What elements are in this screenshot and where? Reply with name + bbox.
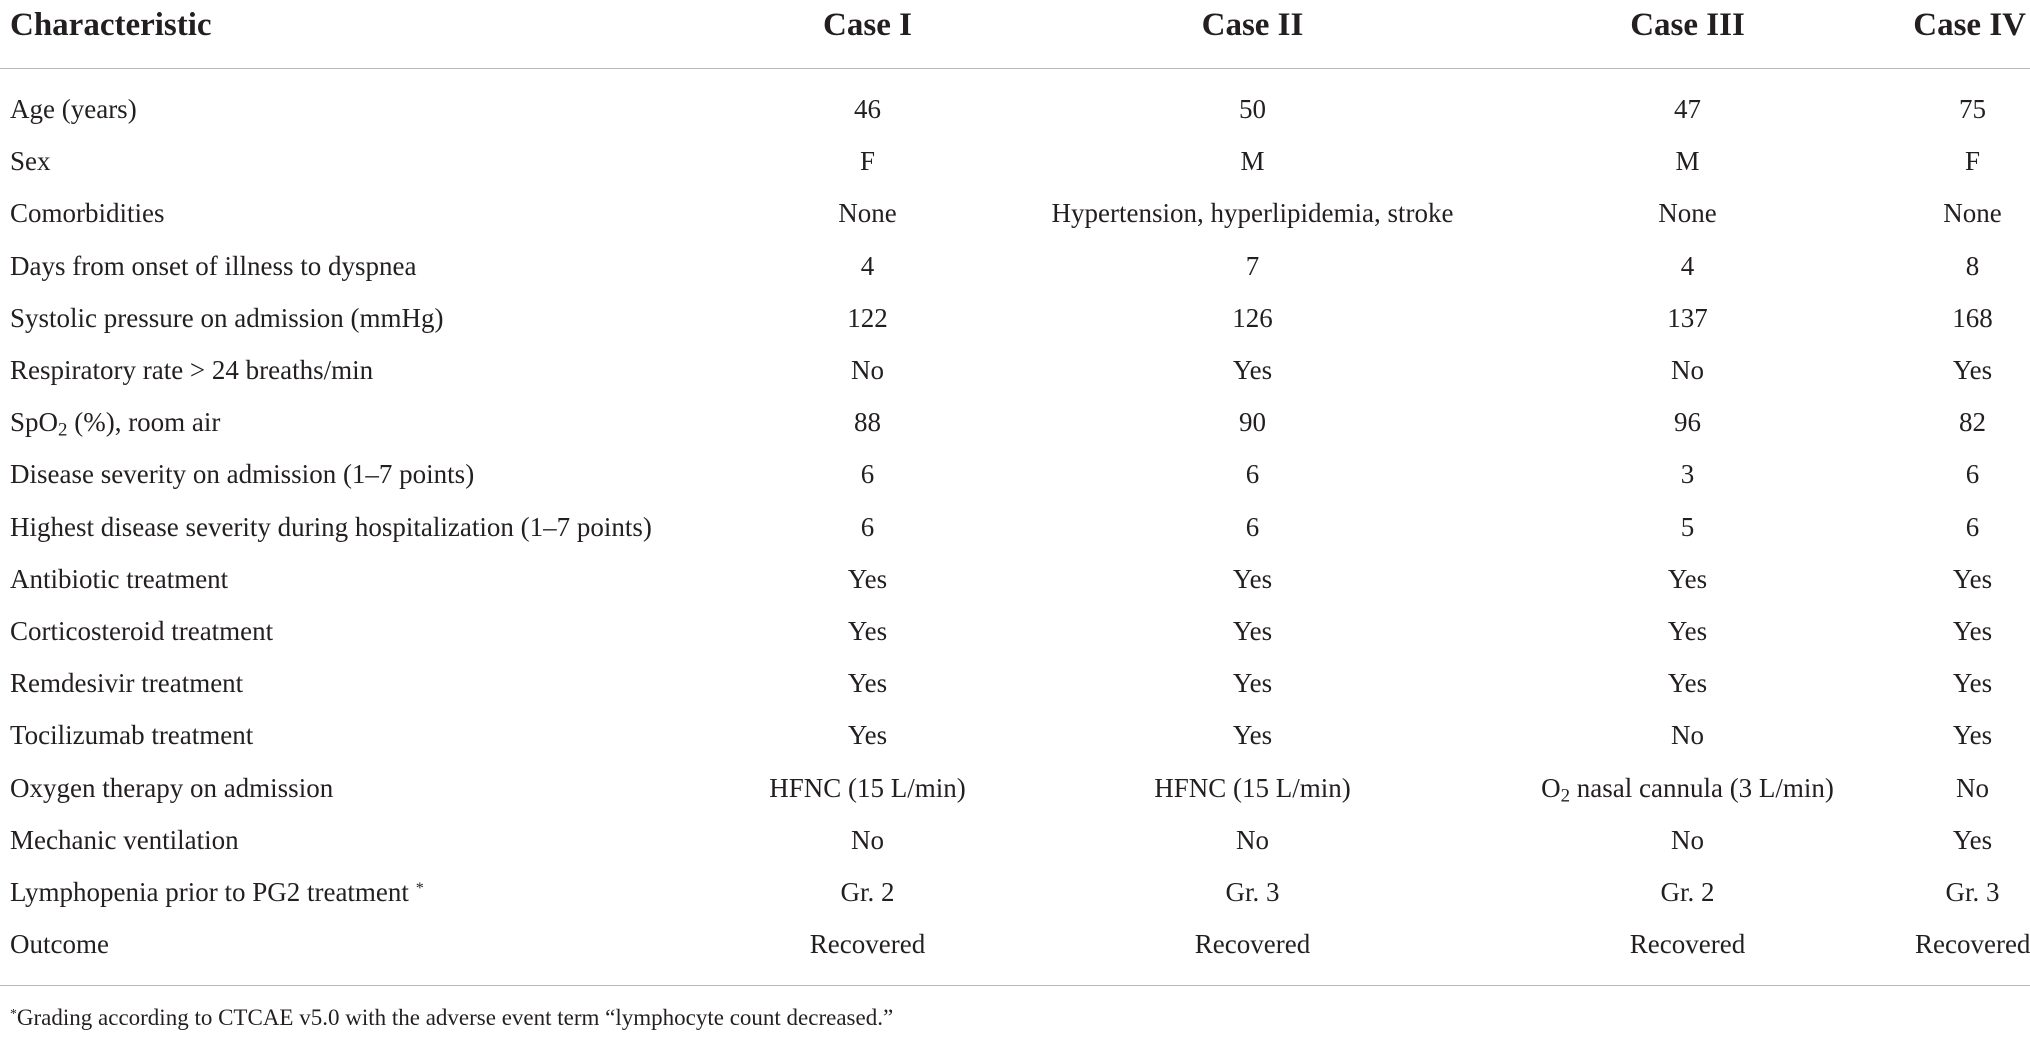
row-label: Tocilizumab treatment <box>10 720 254 751</box>
cell-case-3: 5 <box>1680 511 1695 542</box>
cell-case-3: Yes <box>1667 615 1708 646</box>
table-row <box>0 814 2030 866</box>
cell-case-3: Gr. 2 <box>1660 876 1715 907</box>
cell-case-4: None <box>1943 198 2002 229</box>
cell-case-4: Yes <box>1952 668 1993 699</box>
row-label: Corticosteroid treatment <box>10 615 274 646</box>
cell-case-1: Recovered <box>809 929 926 960</box>
row-label: Respiratory rate > 24 breaths/min <box>10 355 374 386</box>
row-label <box>0 396 720 448</box>
table-row <box>0 918 2030 970</box>
cell-case-2: Yes <box>1232 615 1273 646</box>
cell-case-3: M <box>1675 146 1700 177</box>
row-label: Oxygen therapy on admission <box>10 772 334 803</box>
cell-case-1: No <box>851 355 884 386</box>
cell-case-2: 90 <box>1239 407 1266 438</box>
row-label: Days from onset of illness to dyspnea <box>10 250 417 281</box>
cell-case-4: Yes <box>1952 563 1993 594</box>
cell-case-2: 7 <box>1245 250 1260 281</box>
cell-case-1: 6 <box>860 511 875 542</box>
cell-case-2: HFNC (15 L/min) <box>1154 772 1351 803</box>
cell-case-2: Hypertension, hyperlipidemia, stroke <box>1051 198 1454 229</box>
cell-case-4: Yes <box>1952 355 1993 386</box>
row-label: Antibiotic treatment <box>10 563 229 594</box>
cell-case-2: Gr. 3 <box>1225 876 1280 907</box>
row-label: Highest disease severity during hospitalization (1–7 points) <box>10 511 652 542</box>
cell-case-2: Yes <box>1232 668 1273 699</box>
cell-case-1: 46 <box>854 94 881 125</box>
header-case-4: Case IV <box>1885 0 2030 69</box>
table-row <box>0 501 2030 553</box>
label-spo2-subscript: 2 <box>58 419 68 441</box>
table-row <box>0 135 2030 187</box>
cell-case-1: HFNC (15 L/min) <box>769 772 966 803</box>
cell-case-1: None <box>838 198 897 229</box>
table-row <box>0 605 2030 657</box>
label-spo2-rest: (%), room air <box>67 407 221 438</box>
cell-case-2: 6 <box>1245 511 1260 542</box>
row-label: Sex <box>10 146 51 177</box>
cell-case-3: 4 <box>1680 250 1695 281</box>
header-case-1: Case I <box>720 0 1015 69</box>
row-label: Systolic pressure on admission (mmHg) <box>10 302 444 333</box>
table-row <box>0 187 2030 239</box>
cell-case-3: No <box>1671 720 1704 751</box>
row-label <box>0 866 720 918</box>
cell-case-1: 88 <box>854 407 881 438</box>
cell-case-1: 4 <box>860 250 875 281</box>
label-spo2-text: SpO <box>10 407 59 438</box>
cell-case-4: 8 <box>1965 250 1980 281</box>
cell-case-4: 75 <box>1959 94 1986 125</box>
o2-rest: nasal cannula (3 L/min) <box>1570 772 1834 803</box>
table-row <box>0 240 2030 292</box>
cell-case-4: No <box>1956 772 1989 803</box>
cell-case-4: Recovered <box>1915 929 2030 960</box>
table-header <box>0 0 2030 69</box>
footnote-marker: * <box>415 878 424 897</box>
label-lymphopenia-text: Lymphopenia prior to PG2 treatment <box>10 876 409 907</box>
cell-case-1: Yes <box>847 615 888 646</box>
cell-case-4: 6 <box>1965 511 1980 542</box>
cell-case-3: No <box>1671 355 1704 386</box>
cell-case-3: 96 <box>1674 407 1701 438</box>
cell-case-2: M <box>1240 146 1265 177</box>
o2-text: O <box>1541 772 1561 803</box>
header-case-3: Case III <box>1490 0 1885 69</box>
cell-case-1: Gr. 2 <box>840 876 895 907</box>
cell-case-3 <box>1490 761 1885 813</box>
cell-case-3: 47 <box>1674 94 1701 125</box>
cell-case-2: Yes <box>1232 720 1273 751</box>
cell-case-4: Gr. 3 <box>1945 876 2000 907</box>
table-row <box>0 292 2030 344</box>
cell-case-3: None <box>1658 198 1717 229</box>
table-row <box>0 866 2030 918</box>
row-label: Age (years) <box>10 94 137 125</box>
table-bottom-rule <box>0 985 2030 986</box>
cell-case-2: 126 <box>1232 302 1273 333</box>
row-label: Remdesivir treatment <box>10 668 244 699</box>
header-characteristic: Characteristic <box>0 0 720 69</box>
cell-case-1: Yes <box>847 668 888 699</box>
cell-case-1: Yes <box>847 563 888 594</box>
cell-case-1: Yes <box>847 720 888 751</box>
footnote-mark: * <box>10 1006 17 1022</box>
cell-case-2: Recovered <box>1194 929 1311 960</box>
cell-case-4: Yes <box>1952 824 1993 855</box>
cell-case-3: 3 <box>1680 459 1695 490</box>
cell-case-3: No <box>1671 824 1704 855</box>
table-row <box>0 709 2030 761</box>
cell-case-2: 50 <box>1239 94 1266 125</box>
cell-case-4: Yes <box>1952 720 1993 751</box>
row-label: Disease severity on admission (1–7 points) <box>10 459 475 490</box>
cell-case-4: 6 <box>1965 459 1980 490</box>
table-row <box>0 761 2030 813</box>
cell-case-3: Yes <box>1667 563 1708 594</box>
row-label: Mechanic ventilation <box>10 824 239 855</box>
cell-case-4: 82 <box>1959 407 1986 438</box>
cell-case-1: 122 <box>847 302 888 333</box>
cell-case-1: 6 <box>860 459 875 490</box>
cell-case-3: Yes <box>1667 668 1708 699</box>
cell-case-4: Yes <box>1952 615 1993 646</box>
table-footnote <box>10 1003 893 1033</box>
table-row <box>0 657 2030 709</box>
table-row <box>0 69 2030 136</box>
cell-case-1: F <box>859 146 876 177</box>
header-row <box>0 0 2030 69</box>
cell-case-3: 137 <box>1667 302 1708 333</box>
table-row <box>0 396 2030 448</box>
cell-case-1: No <box>851 824 884 855</box>
footnote-text: Grading according to CTCAE v5.0 with the adverse event term “lymphocyte count decreased.” <box>16 1005 894 1030</box>
cell-case-2: No <box>1236 824 1269 855</box>
cell-case-2: Yes <box>1232 355 1273 386</box>
cell-case-2: Yes <box>1232 563 1273 594</box>
header-case-2: Case II <box>1015 0 1490 69</box>
cell-case-4: 168 <box>1952 302 1993 333</box>
table-row <box>0 553 2030 605</box>
o2-subscript: 2 <box>1560 785 1571 807</box>
cell-case-3: Recovered <box>1629 929 1746 960</box>
cell-case-2: 6 <box>1245 459 1260 490</box>
table-row <box>0 448 2030 500</box>
row-label: Outcome <box>10 929 109 960</box>
table-row <box>0 344 2030 396</box>
row-label: Comorbidities <box>10 198 165 229</box>
cell-case-4: F <box>1964 146 1981 177</box>
table-body <box>0 69 2030 971</box>
